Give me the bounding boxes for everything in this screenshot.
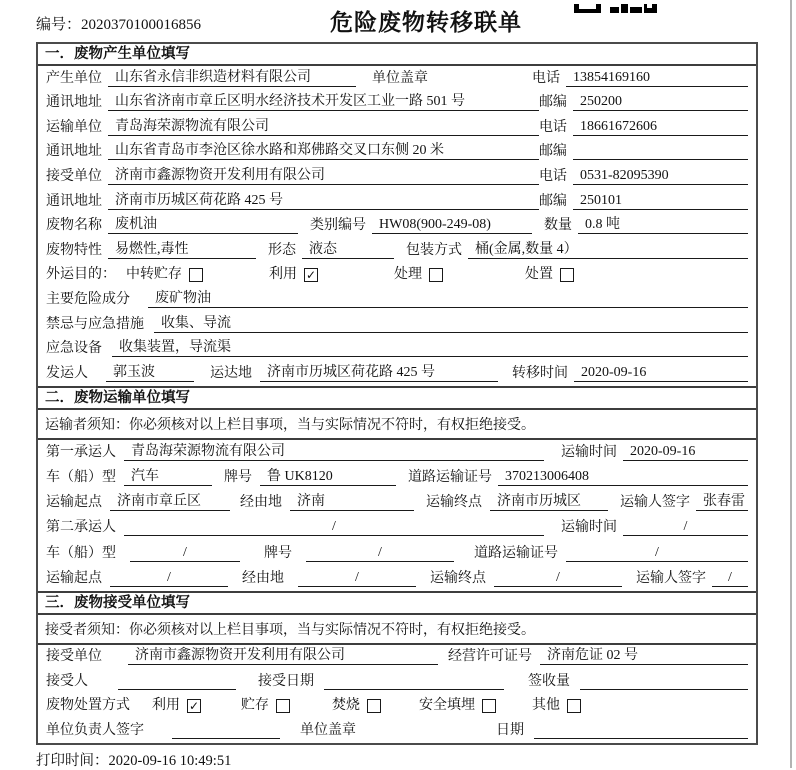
unit-seal-label: 单位盖章 [372,70,428,86]
carrier-signature-1-field [696,490,748,511]
disposal-storage-checkbox [276,699,290,713]
field-value: / [355,569,359,585]
field-value: 废矿物油 [155,290,211,306]
road-transport-permit-1-field [498,469,748,486]
form-row [38,238,756,263]
via-2-field [298,570,416,587]
waste-form-field [302,238,394,259]
disposal-utilize-label: 利用 [152,698,180,714]
receiver-postcode-field [573,193,748,210]
responsible-signature-label: 单位负责人签字 [46,722,144,738]
disposal-incinerate-label: 焚烧 [332,698,360,714]
field-value: 0531-82095390 [579,167,669,183]
section-generator [38,44,756,386]
field-value: / [556,569,560,585]
receive-date-label: 接受日期 [258,673,314,689]
print-time-value: 2020-09-16 10:49:51 [108,753,232,769]
transport-date-2-field [623,519,748,536]
packing-label: 包装方式 [406,242,462,258]
producer-address-label: 通讯地址 [46,95,102,111]
postcode-label: 邮编 [538,144,567,160]
origin-label: 运输起点 [46,495,102,511]
section-heading-receiver: 三．废物接受单位填写 [38,593,756,615]
purpose-dispose-checkbox [560,268,574,282]
field-value: / [378,544,382,560]
field-value: 济南市章丘区 [117,494,201,510]
field-value: / [332,519,336,535]
phone-label: 电话 [538,168,567,184]
postcode-label: 邮编 [538,95,567,111]
receiver-unit-label: 接受单位 [46,168,102,184]
check-mark-icon: ✓ [305,268,317,283]
form-row [38,164,756,189]
phone-label: 电话 [538,119,567,135]
disposal-method-label: 废物处置方式 [46,698,130,714]
plate-number-label: 牌号 [264,545,292,561]
disposal-utilize-checkbox [187,699,201,713]
page-title: 危险废物转移联单 [330,10,522,35]
unit-seal-label: 单位盖章 [300,722,356,738]
checkbox-group-purpose-dispose [525,263,574,283]
field-value: / [683,519,688,535]
via-1-field [290,490,414,511]
plate-number-2-field [306,545,454,562]
field-value: HW08(900-249-08) [379,217,491,233]
field-value: 18661672606 [579,118,657,134]
terminus-label: 运输终点 [426,495,482,511]
field-value: 易燃性,毒性 [115,241,189,257]
receiver-person-label: 接受人 [46,673,88,689]
field-value: 济南市历城区 [497,494,581,510]
taboo-measures-label: 禁忌与应急措施 [46,316,144,332]
checkbox-group-disposal-storage [241,694,290,714]
transport-date-1-field [623,444,748,461]
page-edge-line [790,0,792,768]
vehicle-type-1-field [124,465,212,486]
destination-field [260,361,498,382]
field-value: 废机油 [115,217,157,233]
purpose-utilize-checkbox [304,268,318,282]
disposal-landfill-label: 安全填埋 [419,698,475,714]
license-number-label: 经营许可证号 [448,649,532,665]
form-label: 形态 [268,242,296,258]
waste-name-field [108,213,298,234]
field-value: 济南市鑫源物资开发利用有限公司 [115,167,325,183]
terminus-label: 运输终点 [430,570,486,586]
first-carrier-label: 第一承运人 [46,444,116,460]
field-value: 汽车 [131,469,159,485]
field-value: / [728,569,732,585]
form-row [38,669,756,694]
transfer-date-label: 转移时间 [512,365,568,381]
field-value: 山东省济南市章丘区明水经济技术开发区工业一路 501 号 [115,94,465,110]
form-row [38,645,756,670]
quantity-label: 数量 [544,218,572,234]
field-value: 济南危证 02 号 [547,648,638,664]
receive-date-field [324,689,504,690]
plate-number-label: 牌号 [224,470,252,486]
form-row [38,361,756,386]
checkbox-group-disposal-other [532,694,581,714]
terminus-1-field [490,490,608,511]
plate-number-1-field [260,465,396,486]
receiver-address-label: 通讯地址 [46,193,102,209]
form-row [38,465,756,490]
origin-label: 运输起点 [46,570,102,586]
form-row [38,566,756,591]
receiver-address-field [108,189,539,210]
producer-unit-label: 产生单位 [46,70,102,86]
print-time-label: 打印时间： [36,753,109,769]
field-value: 收集、导流 [161,315,231,331]
road-transport-permit-2-field [566,545,748,562]
receiver-phone-field [573,168,748,185]
field-value: 山东省永信非织造材料有限公司 [115,69,311,85]
transfer-date-field [574,365,748,382]
form-row [38,263,756,288]
sign-date-field [534,738,748,739]
transporter-phone-field [573,119,748,136]
license-number-field [540,644,748,665]
vehicle-type-2-field [130,545,240,562]
form-row [38,490,756,515]
check-mark-icon: ✓ [188,699,200,714]
characteristics-label: 废物特性 [46,242,102,258]
emergency-equipment-label: 应急设备 [46,341,102,357]
field-value: 370213006408 [505,469,589,485]
field-value: 济南市历城区荷花路 425 号 [115,192,283,208]
form-row [38,189,756,214]
field-value: 鲁 UK8120 [267,469,333,485]
field-value: 2020-09-16 [581,364,647,380]
waste-quantity-field [578,213,748,234]
field-value: 0.8 吨 [585,217,620,233]
field-value: 2020-09-16 [630,443,696,459]
purpose-dispose-label: 处置 [525,267,553,283]
transporter-unit-label: 运输单位 [46,119,102,135]
waste-name-label: 废物名称 [46,218,102,234]
carrier-signature-2-field [712,570,748,587]
destination-label: 运达地 [210,365,252,381]
responsible-signature-field [172,738,280,739]
receiving-unit-label: 接受单位 [46,649,102,665]
outbound-purpose-label: 外运目的： [46,267,116,283]
road-permit-label: 道路运输证号 [474,545,558,561]
first-carrier-field [124,440,544,461]
form-row [38,515,756,540]
doc-number-value: 2020370100016856 [81,17,202,33]
second-carrier-label: 第二承运人 [46,520,116,536]
field-value: 青岛海荣源物流有限公司 [131,443,285,459]
manifest-table [36,42,758,745]
transporter-postcode-field [573,159,748,160]
field-value: 郭玉波 [113,364,155,380]
disposal-storage-label: 贮存 [241,698,269,714]
received-quantity-label: 签收量 [528,673,570,689]
form-row [38,718,756,743]
section-heading-transporter: 二．废物运输单位填写 [38,388,756,410]
main-hazard-label: 主要危险成分 [46,291,130,307]
form-row [38,540,756,565]
via-label: 经由地 [240,495,282,511]
checkbox-group-purpose-treat [394,263,443,283]
section-notice-receiver: 接受者须知：你必须核对以上栏目事项，当与实际情况不符时，有权拒绝接受。 [38,615,756,645]
transport-date-label: 运输时间 [561,520,617,536]
field-value: / [167,569,171,585]
waste-characteristics-field [108,238,256,259]
doc-number [36,13,201,34]
checkbox-group-disposal-utilize [152,694,201,714]
purpose-treat-label: 处理 [394,267,422,283]
receiver-unit-field [108,164,539,185]
terminus-2-field [494,570,622,587]
transporter-address-label: 通讯地址 [46,144,102,160]
field-value: 13854169160 [573,69,650,85]
purpose-treat-checkbox [429,268,443,282]
transporter-unit-field [108,115,539,136]
field-value: 济南市历城区荷花路 425 号 [267,364,435,380]
transporter-address-field [108,139,539,160]
field-value: 250101 [579,192,622,208]
waste-category-code-field [372,217,532,234]
producer-postcode-field [573,94,748,111]
field-value: 山东省青岛市李沧区徐水路和郑佛路交叉口东侧 20 米 [115,143,444,159]
producer-address-field [108,90,539,111]
main-hazard-component-field [148,287,748,308]
disposal-incinerate-checkbox [367,699,381,713]
purpose-utilize-label: 利用 [269,267,297,283]
section-receiver [38,591,756,743]
print-time [36,749,231,770]
form-row [38,66,756,91]
doc-number-label: 编号： [36,17,82,33]
form-row [38,312,756,337]
section-transporter [38,386,756,591]
field-value: / [655,544,659,560]
form-row [38,337,756,362]
vehicle-type-label: 车（船）型 [46,545,116,561]
carrier-signature-label: 运输人签字 [620,495,690,511]
road-permit-label: 道路运输证号 [408,470,492,486]
checkbox-group-purpose-utilize [269,263,318,283]
packing-method-field [468,238,748,259]
form-row [38,214,756,239]
disposal-other-checkbox [567,699,581,713]
checkbox-group-disposal-landfill [419,694,496,714]
field-value: 张春雷 [703,494,745,510]
received-quantity-field [580,689,748,690]
field-value: / [183,544,187,560]
producer-phone-field [566,70,748,87]
carrier-signature-label: 运输人签字 [636,570,706,586]
origin-1-field [110,490,230,511]
field-value: 济南 [297,494,325,510]
second-carrier-field [124,519,544,536]
section-heading-generator: 一．废物产生单位填写 [38,44,756,66]
via-label: 经由地 [242,570,284,586]
purpose-transfer-storage-checkbox [189,268,203,282]
qr-code-partial-icon [574,0,658,18]
transport-date-label: 运输时间 [561,444,617,460]
postcode-label: 邮编 [538,193,567,209]
vehicle-type-label: 车（船）型 [46,470,116,486]
phone-label: 电话 [532,70,560,86]
checkbox-group-purpose-transfer-storage [126,263,203,283]
consignor-field [106,361,194,382]
producer-unit-field [108,66,356,87]
field-value: 桶(金属,数量 4） [475,241,578,257]
field-value: 济南市鑫源物资开发利用有限公司 [135,648,345,664]
form-row [38,694,756,719]
checkbox-group-disposal-incinerate [332,694,381,714]
form-row [38,287,756,312]
form-row [38,440,756,465]
category-code-label: 类别编号 [310,218,366,234]
field-value: 青岛海荣源物流有限公司 [115,118,269,134]
form-row [38,115,756,140]
field-value: 液态 [309,241,337,257]
section-notice-transporter: 运输者须知：你必须核对以上栏目事项，当与实际情况不符时，有权拒绝接受。 [38,410,756,440]
receiving-unit-field [128,644,438,665]
emergency-equipment-field [112,336,748,357]
purpose-transfer-storage-label: 中转贮存 [126,267,182,283]
receiver-person-field [118,689,236,690]
date-label: 日期 [496,722,524,738]
consignor-label: 发运人 [46,365,88,381]
origin-2-field [110,570,228,587]
taboo-emergency-measures-field [154,312,748,333]
disposal-other-label: 其他 [532,698,560,714]
field-value: 收集装置，导流渠 [119,340,231,356]
form-row [38,140,756,165]
form-row [38,91,756,116]
field-value: 250200 [579,94,622,110]
disposal-landfill-checkbox [482,699,496,713]
